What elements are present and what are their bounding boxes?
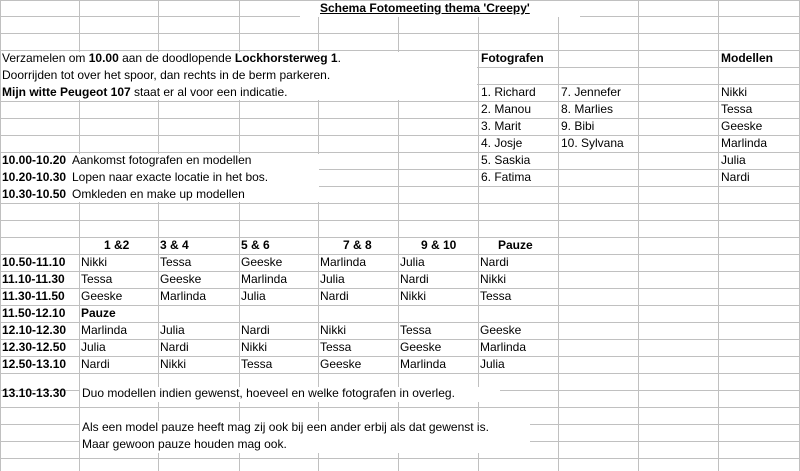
schedule-time: 12.10-12.30 <box>2 323 67 337</box>
car-description: Mijn witte Peugeot 107 <box>2 85 131 99</box>
intro-text: aan de doodlopende <box>118 51 235 65</box>
program-time: 10.00-10.20 <box>2 153 67 167</box>
grid-col-line <box>558 0 559 471</box>
schedule-cell: Geeske <box>81 289 123 303</box>
grid-row-line <box>0 101 800 102</box>
grid-row-line <box>0 305 800 306</box>
schedule-header: 9 & 10 <box>421 238 457 252</box>
schedule-header: 3 & 4 <box>160 238 189 252</box>
model-item: Nikki <box>721 85 747 99</box>
schedule-cell: Tessa <box>480 289 512 303</box>
schedule-cell: Julia <box>160 323 185 337</box>
program-description: Omkleden en make up modellen <box>72 187 245 201</box>
schedule-cell: Nikki <box>400 289 426 303</box>
grid-row-line <box>0 373 800 374</box>
model-item: Marlinda <box>721 136 768 150</box>
schedule-pause: Pauze <box>81 306 116 320</box>
schedule-cell: Nardi <box>400 272 429 286</box>
schedule-header: 5 & 6 <box>241 238 270 252</box>
program-description: Lopen naar exacte locatie in het bos. <box>72 170 269 184</box>
note-2: Maar gewoon pauze houden mag ook. <box>82 437 287 451</box>
schedule-time: 11.50-12.10 <box>2 306 66 320</box>
schedule-cell: Julia <box>81 340 106 354</box>
grid-row-line <box>0 407 800 408</box>
schedule-cell: Geeske <box>400 340 442 354</box>
fotograaf-item: 5. Saskia <box>481 153 531 167</box>
schedule-cell: Julia <box>320 272 345 286</box>
note-1: Als een model pauze heeft mag zij ook bij een ander erbij als dat gewenst is. <box>82 420 489 434</box>
intro-line-2: Doorrijden tot over het spoor, dan rechts in de berm parkeren. <box>2 68 331 82</box>
schedule-cell: Julia <box>400 255 425 269</box>
schedule-cell: Nikki <box>320 323 346 337</box>
grid-row-line <box>0 220 800 221</box>
schedule-cell: Nardi <box>81 357 110 371</box>
grid-row-line <box>0 118 800 119</box>
grid-row-line <box>0 33 800 34</box>
fotograaf-item: 10. Sylvana <box>561 136 624 150</box>
schedule-cell: Geeske <box>480 323 522 337</box>
fotograaf-item: 8. Marlies <box>561 102 614 116</box>
fotograaf-item: 1. Richard <box>481 85 536 99</box>
duo-description: Duo modellen indien gewenst, hoeveel en welke fotografen in overleg. <box>82 386 455 400</box>
schedule-cell: Tessa <box>320 340 352 354</box>
program-time: 10.30-10.50 <box>2 187 67 201</box>
program-description: Aankomst fotografen en modellen <box>72 153 252 167</box>
meeting-time: 10.00 <box>88 51 119 65</box>
grid-col-line <box>638 0 639 471</box>
schedule-time: 11.30-11.50 <box>2 289 65 303</box>
fotograaf-item: 7. Jennefer <box>561 85 622 99</box>
schedule-header: 1 &2 <box>104 238 130 252</box>
grid-row-line <box>0 458 800 459</box>
schedule-cell: Marlinda <box>320 255 367 269</box>
schedule-header: Pauze <box>498 238 533 252</box>
intro-line-1 <box>2 50 341 67</box>
schedule-cell: Marlinda <box>241 272 288 286</box>
model-item: Nardi <box>721 170 750 184</box>
modellen-header: Modellen <box>721 51 774 65</box>
meeting-address: Lockhorsterweg 1 <box>234 51 338 65</box>
schedule-time: 12.50-13.10 <box>2 357 67 371</box>
schedule-cell: Marlinda <box>480 340 527 354</box>
schedule-time: 11.10-11.30 <box>2 272 65 286</box>
schedule-cell: Tessa <box>241 357 273 371</box>
intro-line-3 <box>2 84 287 101</box>
fotograaf-item: 9. Bibi <box>561 119 595 133</box>
sheet-title: Schema Fotomeeting thema 'Creepy' <box>320 1 530 15</box>
schedule-cell: Geeske <box>160 272 202 286</box>
schedule-cell: Geeske <box>241 255 283 269</box>
schedule-cell: Geeske <box>320 357 362 371</box>
schedule-cell: Julia <box>241 289 266 303</box>
schedule-cell: Nardi <box>241 323 270 337</box>
schedule-cell: Nardi <box>160 340 189 354</box>
fotograaf-item: 2. Manou <box>481 102 532 116</box>
schedule-cell: Nardi <box>480 255 509 269</box>
grid-row-line <box>0 203 800 204</box>
schedule-cell: Nikki <box>241 340 267 354</box>
schedule-cell: Marlinda <box>400 357 447 371</box>
schedule-cell: Nikki <box>160 357 186 371</box>
schedule-cell: Nikki <box>81 255 107 269</box>
intro-text: Verzamelen om <box>2 51 89 65</box>
schedule-cell: Nardi <box>320 289 349 303</box>
intro-text: staat er al voor een indicatie. <box>130 85 288 99</box>
grid-row-line <box>0 135 800 136</box>
fotograaf-item: 6. Fatima <box>481 170 532 184</box>
schedule-cell: Marlinda <box>81 323 128 337</box>
schedule-time: 10.50-11.10 <box>2 255 66 269</box>
fotografen-header: Fotografen <box>481 51 544 65</box>
schedule-cell: Julia <box>480 357 505 371</box>
schedule-cell: Tessa <box>400 323 432 337</box>
schedule-cell: Tessa <box>160 255 192 269</box>
model-item: Julia <box>721 153 746 167</box>
program-time: 10.20-10.30 <box>2 170 67 184</box>
duo-time: 13.10-13.30 <box>2 386 67 400</box>
grid-col-line <box>718 0 719 471</box>
schedule-header: 7 & 8 <box>343 238 372 252</box>
model-item: Tessa <box>721 102 753 116</box>
schedule-time: 12.30-12.50 <box>2 340 67 354</box>
schedule-cell: Tessa <box>81 272 113 286</box>
model-item: Geeske <box>721 119 763 133</box>
schedule-cell: Marlinda <box>160 289 207 303</box>
schedule-cell: Nikki <box>480 272 506 286</box>
intro-text: . <box>337 51 341 65</box>
fotograaf-item: 4. Josje <box>481 136 523 150</box>
fotograaf-item: 3. Marit <box>481 119 522 133</box>
